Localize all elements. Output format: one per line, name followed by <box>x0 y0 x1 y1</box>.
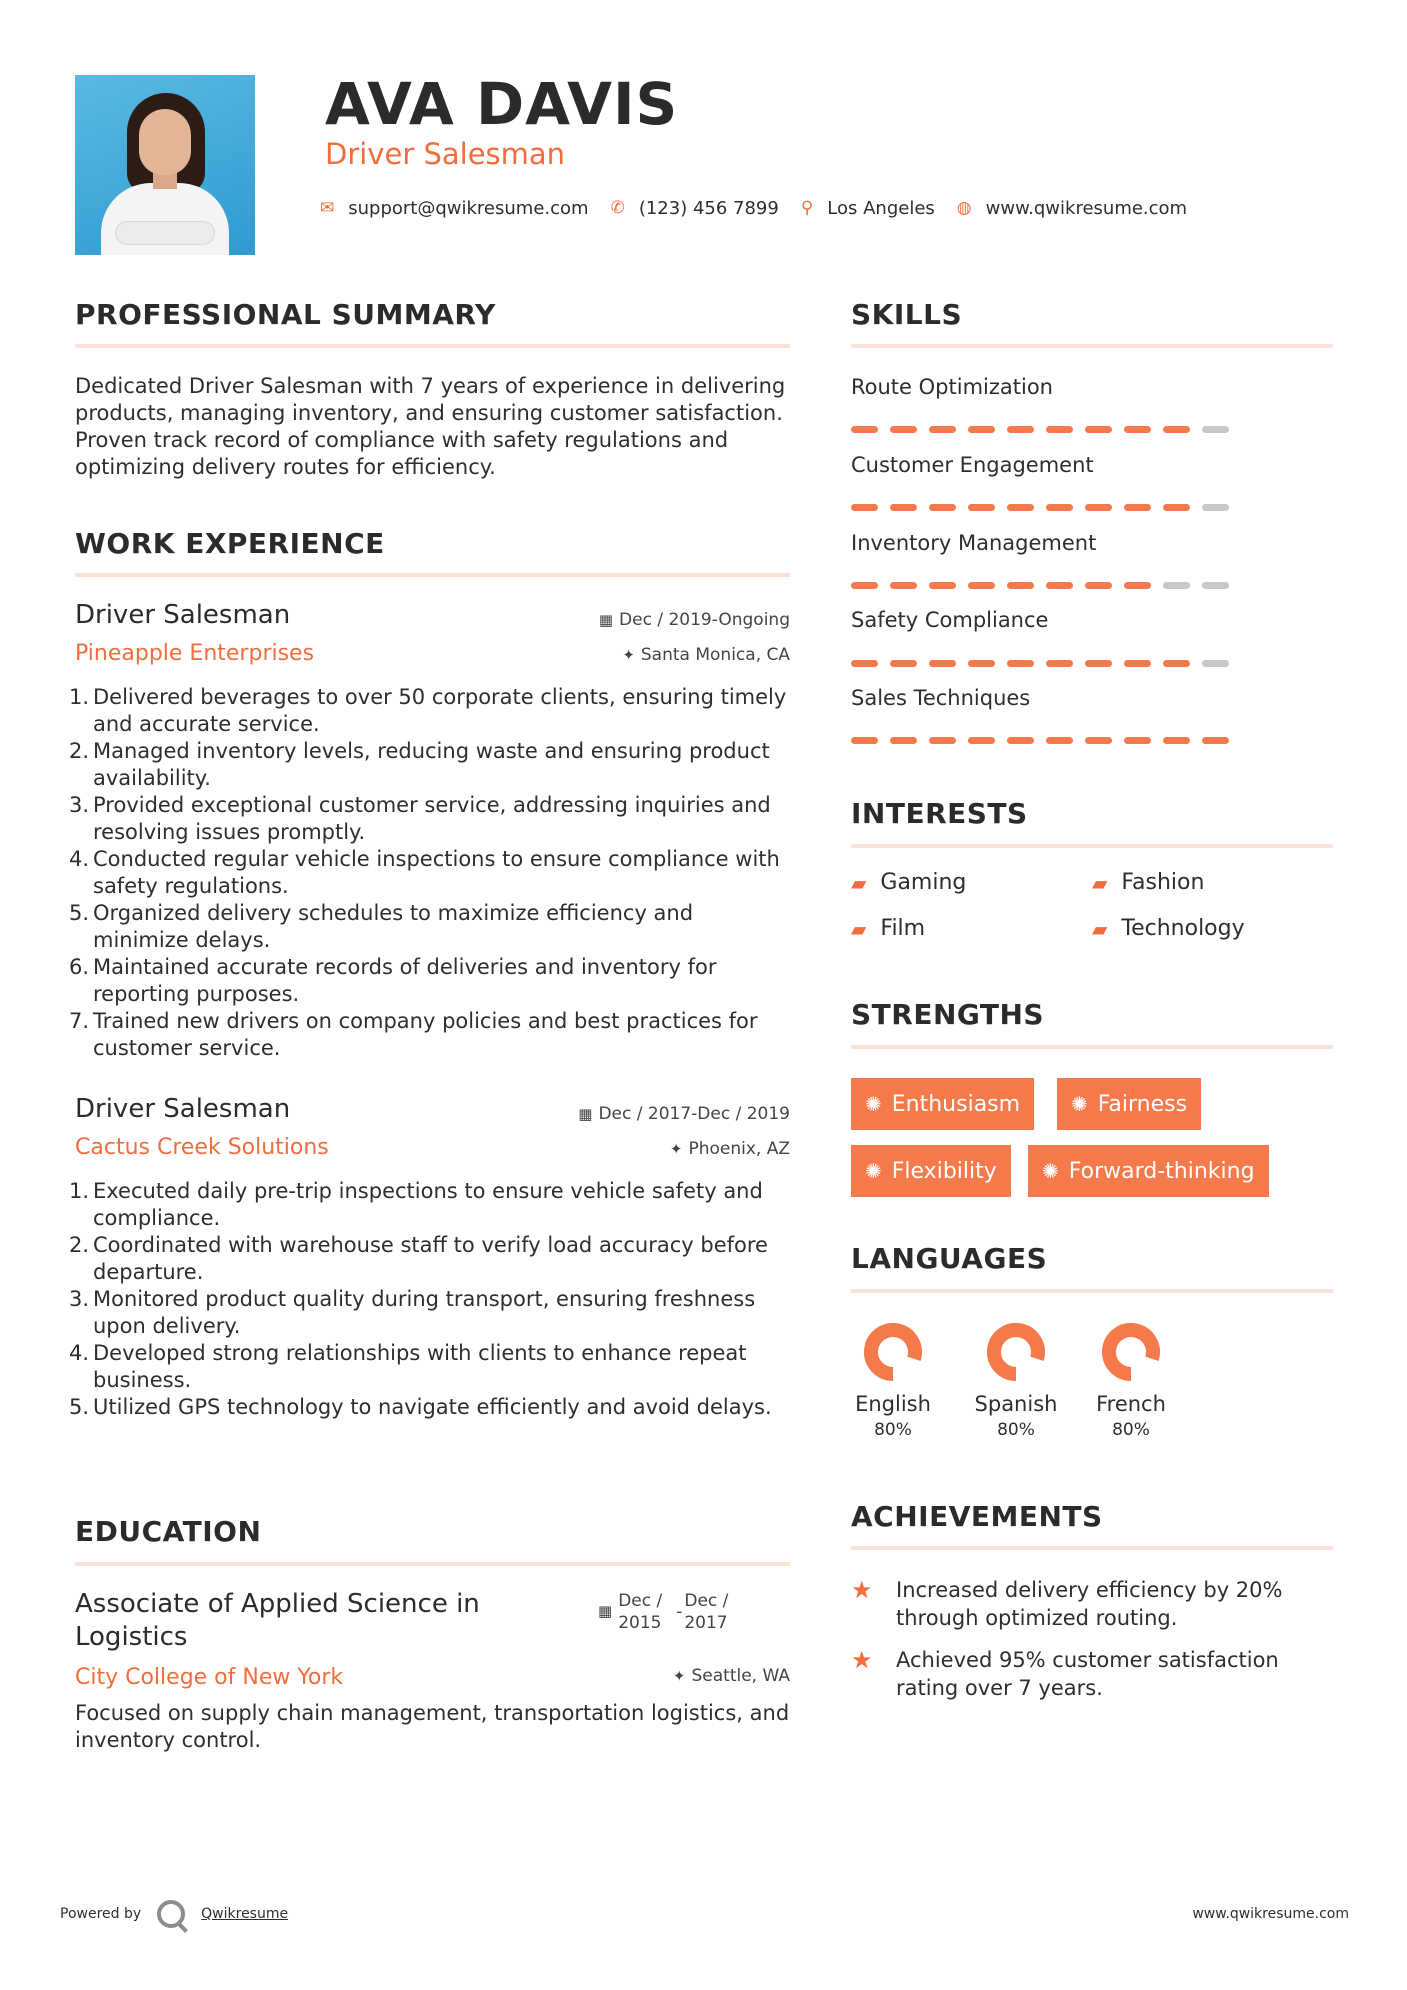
list-item: 2. Coordinated with warehouse staff to verify load accuracy before departure. <box>68 1233 768 1284</box>
sun-badge-icon: ✺ <box>865 1159 882 1183</box>
strength-tag: ✺ Enthusiasm <box>851 1078 1034 1130</box>
skill-dash-filled <box>1085 737 1112 744</box>
language-percent: 80% <box>874 1420 912 1440</box>
star-icon: ★ <box>851 1576 873 1604</box>
candidate-name: AVA DAVIS <box>325 70 679 138</box>
achievements-divider <box>851 1546 1333 1550</box>
strength-tag: ✺ Flexibility <box>851 1145 1011 1197</box>
language-item <box>833 1320 953 1440</box>
sun-badge-icon: ✺ <box>1042 1159 1059 1183</box>
skill-dash-filled <box>1124 426 1151 433</box>
language-name: Spanish <box>974 1392 1058 1416</box>
interest-item: ▰ Fashion <box>1092 870 1205 895</box>
skill-dash-filled <box>1163 504 1190 511</box>
skill-dash-filled <box>1007 737 1034 744</box>
skill-rating <box>851 660 1241 667</box>
job-bullets <box>68 1178 790 1421</box>
school-name: City College of New York <box>75 1665 344 1690</box>
skill-dash-filled <box>968 504 995 511</box>
skill-dash-filled <box>1163 426 1190 433</box>
skill-dash-filled <box>890 426 917 433</box>
list-item: 5. Organized delivery schedules to maximize efficiency and minimize delays. <box>68 901 694 952</box>
skill-dash-filled <box>929 660 956 667</box>
job-location: ✦ Santa Monica, CA <box>622 645 790 665</box>
footer-brand-link[interactable]: Qwikresume <box>201 1906 289 1922</box>
strength-tag: ✺ Fairness <box>1057 1078 1201 1130</box>
qwikresume-logo-icon <box>157 1900 185 1928</box>
skills-title: SKILLS <box>851 298 963 331</box>
skill-dash-filled <box>890 660 917 667</box>
skill-dash-filled <box>1085 426 1112 433</box>
contact-website[interactable]: www.qwikresume.com <box>985 197 1188 219</box>
strengths-title: STRENGTHS <box>851 998 1045 1031</box>
skill-dash-empty <box>1163 582 1190 589</box>
skill-dash-filled <box>1202 737 1229 744</box>
skill-dash-filled <box>851 737 878 744</box>
skill-dash-filled <box>1046 737 1073 744</box>
envelope-icon: ✉ <box>320 198 335 218</box>
language-gauge-arc <box>1109 1330 1153 1374</box>
book-icon: ▰ <box>851 870 867 895</box>
skill-dash-filled <box>1046 582 1073 589</box>
list-item: 1. Delivered beverages to over 50 corporate clients, ensuring timely and accurate service. <box>68 685 787 736</box>
contact-email[interactable]: support@qwikresume.com <box>348 197 589 219</box>
language-item <box>956 1320 1076 1440</box>
language-item <box>1071 1320 1191 1440</box>
skill-dash-filled <box>890 737 917 744</box>
skill-dash-empty <box>1202 504 1229 511</box>
skill-rating <box>851 737 1241 744</box>
summary-title: PROFESSIONAL SUMMARY <box>75 298 496 331</box>
skill-dash-filled <box>968 660 995 667</box>
job-date: ▦ Dec / 2019-Ongoing <box>598 610 790 630</box>
skill-dash-filled <box>1085 504 1112 511</box>
list-item: 6. Maintained accurate records of deliveries and inventory for reporting purposes. <box>68 955 717 1006</box>
job-location: ✦ Phoenix, AZ <box>669 1139 790 1159</box>
language-percent: 80% <box>997 1420 1035 1440</box>
skill-dash-filled <box>851 426 878 433</box>
job-title: Driver Salesman <box>75 1094 291 1124</box>
education-location: ✦ Seattle, WA <box>672 1666 790 1686</box>
job-company: Pineapple Enterprises <box>75 641 315 666</box>
job-title: Driver Salesman <box>75 600 291 630</box>
achievement-item: ★ Achieved 95% customer satisfaction rating over 7 years. <box>851 1646 1279 1700</box>
education-title: EDUCATION <box>75 1515 262 1548</box>
achievement-item: ★ Increased delivery efficiency by 20% through optimized routing. <box>851 1576 1283 1630</box>
language-name: French <box>1096 1392 1166 1416</box>
list-item: 7. Trained new drivers on company policies and best practices for customer service. <box>68 1009 758 1060</box>
skill-dash-filled <box>1007 582 1034 589</box>
interest-item: ▰ Film <box>851 916 926 941</box>
interests-divider <box>851 844 1333 848</box>
calendar-icon: ▦ <box>598 611 614 629</box>
skill-dash-filled <box>1124 737 1151 744</box>
pushpin-icon: ✦ <box>622 646 635 664</box>
skill-name: Inventory Management <box>851 531 1097 555</box>
calendar-icon: ▦ <box>598 1602 613 1620</box>
footer-powered-by: Powered by Qwikresume <box>60 1900 288 1928</box>
calendar-icon: ▦ <box>578 1105 593 1123</box>
skill-dash-empty <box>1202 582 1229 589</box>
candidate-role: Driver Salesman <box>325 137 566 171</box>
degree-title: Associate of Applied Science in Logistics <box>75 1589 480 1652</box>
strengths-divider <box>851 1045 1333 1049</box>
strength-tag: ✺ Forward-thinking <box>1028 1145 1269 1197</box>
job-date: ▦ Dec / 2017-Dec / 2019 <box>578 1104 790 1124</box>
skills-divider <box>851 344 1333 348</box>
phone-icon: ✆ <box>610 198 625 218</box>
skill-name: Safety Compliance <box>851 608 1049 632</box>
skill-rating <box>851 582 1241 589</box>
skill-dash-filled <box>929 504 956 511</box>
list-item: 4. Developed strong relationships with clients to enhance repeat business. <box>68 1341 747 1392</box>
pushpin-icon: ✦ <box>672 1667 686 1685</box>
skill-dash-filled <box>1163 737 1190 744</box>
education-description: Focused on supply chain management, transportation logistics, and inventory control. <box>75 1701 790 1752</box>
skill-rating <box>851 426 1241 433</box>
sun-badge-icon: ✺ <box>1071 1092 1088 1116</box>
footer-url[interactable]: www.qwikresume.com <box>1192 1906 1349 1922</box>
list-item: 3. Monitored product quality during transport, ensuring freshness upon delivery. <box>68 1287 756 1338</box>
experience-title: WORK EXPERIENCE <box>75 527 385 560</box>
job-company: Cactus Creek Solutions <box>75 1135 329 1160</box>
interests-title: INTERESTS <box>851 797 1028 830</box>
language-percent: 80% <box>1112 1420 1150 1440</box>
profile-photo <box>75 75 255 255</box>
skill-dash-filled <box>851 504 878 511</box>
skill-dash-filled <box>968 737 995 744</box>
skill-dash-filled <box>1163 660 1190 667</box>
languages-divider <box>851 1289 1333 1293</box>
language-gauge-arc <box>871 1330 915 1374</box>
skill-dash-empty <box>1202 426 1229 433</box>
education-divider <box>75 1562 790 1566</box>
skill-dash-filled <box>890 504 917 511</box>
achievements-title: ACHIEVEMENTS <box>851 1500 1103 1533</box>
skill-dash-filled <box>1007 660 1034 667</box>
star-icon: ★ <box>851 1646 873 1674</box>
summary-divider <box>75 344 790 348</box>
experience-divider <box>75 573 790 577</box>
skill-dash-filled <box>968 426 995 433</box>
skill-dash-filled <box>851 660 878 667</box>
map-pin-icon: ⚲ <box>800 198 814 218</box>
list-item: 3. Provided exceptional customer service, addressing inquiries and resolving issues promptly. <box>68 793 771 844</box>
language-gauge <box>1099 1320 1163 1384</box>
list-item: 4. Conducted regular vehicle inspections to ensure compliance with safety regulations. <box>68 847 780 898</box>
skill-dash-filled <box>1124 582 1151 589</box>
interest-item: ▰ Technology <box>1092 916 1245 941</box>
skill-dash-filled <box>1124 660 1151 667</box>
skill-dash-filled <box>1085 660 1112 667</box>
skill-dash-filled <box>929 737 956 744</box>
language-gauge-arc <box>994 1330 1038 1374</box>
skill-dash-filled <box>890 582 917 589</box>
skill-rating <box>851 504 1241 511</box>
skill-dash-filled <box>1007 426 1034 433</box>
list-item: 2. Managed inventory levels, reducing waste and ensuring product availability. <box>68 739 770 790</box>
skill-dash-filled <box>851 582 878 589</box>
job-bullets <box>68 684 790 1062</box>
skill-name: Sales Techniques <box>851 686 1031 710</box>
list-item: 5. Utilized GPS technology to navigate efficiently and avoid delays. <box>68 1395 772 1419</box>
skill-dash-filled <box>1124 504 1151 511</box>
language-gauge <box>861 1320 925 1384</box>
book-icon: ▰ <box>1092 916 1108 941</box>
language-name: English <box>855 1392 931 1416</box>
interest-item: ▰ Gaming <box>851 870 967 895</box>
contact-location: Los Angeles <box>827 197 935 219</box>
book-icon: ▰ <box>851 916 867 941</box>
contact-phone[interactable]: (123) 456 7899 <box>638 197 779 219</box>
list-item: 1. Executed daily pre-trip inspections to ensure vehicle safety and compliance. <box>68 1179 763 1230</box>
skill-dash-empty <box>1202 660 1229 667</box>
skill-dash-filled <box>1046 660 1073 667</box>
summary-text: Dedicated Driver Salesman with 7 years of experience in delivering products, managing inventory, and ensuring customer satisfaction. Proven track record of compliance with safety regulations and optimizing delivery routes for efficiency. <box>75 374 786 479</box>
skill-name: Route Optimization <box>851 375 1053 399</box>
skill-dash-filled <box>1085 582 1112 589</box>
skill-dash-filled <box>1046 426 1073 433</box>
skill-dash-filled <box>929 426 956 433</box>
languages-title: LANGUAGES <box>851 1242 1048 1275</box>
skill-dash-filled <box>1007 504 1034 511</box>
globe-icon: ◍ <box>956 198 972 218</box>
book-icon: ▰ <box>1092 870 1108 895</box>
skill-dash-filled <box>929 582 956 589</box>
sun-badge-icon: ✺ <box>865 1092 882 1116</box>
skill-dash-filled <box>968 582 995 589</box>
contact-bar <box>320 193 1209 223</box>
pushpin-icon: ✦ <box>669 1140 683 1158</box>
language-gauge <box>984 1320 1048 1384</box>
education-date: ▦ Dec / 2015 - Dec / 2017 <box>598 1591 729 1633</box>
skill-dash-filled <box>1046 504 1073 511</box>
skill-name: Customer Engagement <box>851 453 1094 477</box>
